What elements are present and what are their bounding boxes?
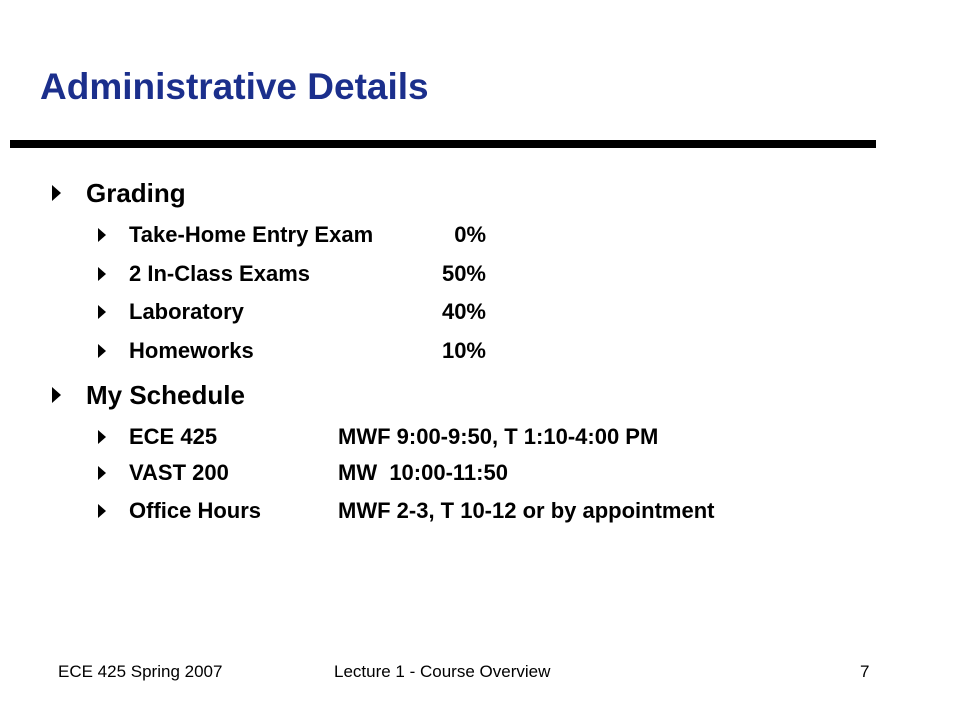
schedule-item-time: MWF 2-3, T 10-12 or by appointment <box>338 498 715 523</box>
section-label: My Schedule <box>86 380 245 410</box>
bullet-arrow-icon <box>98 466 106 480</box>
title-divider <box>10 140 876 148</box>
bullet-arrow-icon <box>52 387 61 403</box>
footer-lecture-title: Lecture 1 - Course Overview <box>334 662 551 681</box>
schedule-item-label: Office Hours <box>129 498 262 523</box>
schedule-item-label: VAST 200 <box>129 460 229 485</box>
grading-item-weight: 50% <box>441 261 486 286</box>
slide-number: 7 <box>860 662 870 681</box>
schedule-item-time: MWF 9:00-9:50, T 1:10-4:00 PM <box>338 424 659 449</box>
footer-course: ECE 425 Spring 2007 <box>58 662 223 681</box>
grading-item-label: Homeworks <box>129 338 254 363</box>
grading-item-label: Take-Home Entry Exam <box>129 222 374 247</box>
schedule-item-time: MW 10:00-11:50 <box>338 460 508 485</box>
schedule-item-label: ECE 425 <box>129 424 218 449</box>
grading-item-weight: 40% <box>441 299 486 324</box>
grading-item-label: 2 In-Class Exams <box>129 261 310 286</box>
bullet-arrow-icon <box>98 504 106 518</box>
grading-item-label: Laboratory <box>129 299 244 324</box>
slide-title: Administrative Details <box>40 66 429 107</box>
bullet-arrow-icon <box>98 228 106 242</box>
section-label: Grading <box>86 178 186 208</box>
bullet-arrow-icon <box>98 305 106 319</box>
bullet-arrow-icon <box>98 430 106 444</box>
bullet-arrow-icon <box>98 344 106 358</box>
bullet-arrow-icon <box>98 267 106 281</box>
grading-item-weight: 0% <box>454 222 486 247</box>
bullet-arrow-icon <box>52 185 61 201</box>
grading-item-weight: 10% <box>441 338 486 363</box>
